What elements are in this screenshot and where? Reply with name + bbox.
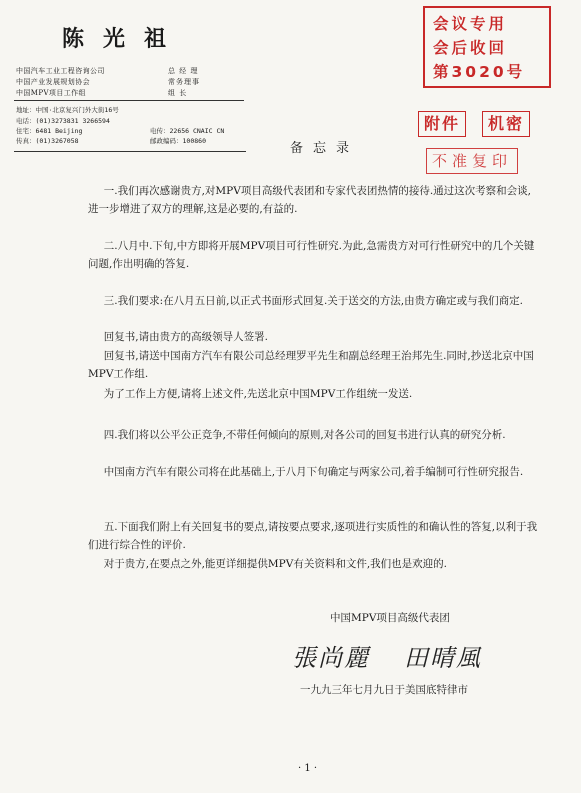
paragraph-10: 对于贵方,在要点之外,能更详细提供MPV有关资料和文件,我们也是欢迎的. [103,558,447,570]
signature-date: 一九九三年七月九日于美国底特律市 [300,684,468,696]
no-copy-stamp: 不准复印 [426,148,518,174]
letterhead-name: 陈光祖 [62,26,186,52]
org-name: 中国MPV项目工作组 [16,89,86,97]
home-line [16,126,82,135]
letterhead-divider [14,100,244,101]
contact-divider [14,151,246,152]
stamp-line-1: 会议专用 [433,15,508,33]
org-role: 组 长 [168,89,188,97]
signature-1: 張尚麗 [292,644,370,672]
phone-value: (01)3273831 3266594 [35,117,110,125]
org-name: 中国汽车工业工程咨询公司 [16,67,105,75]
attachment-stamp: 附件 [418,111,466,137]
org-name: 中国产业发展规划协会 [16,78,90,86]
memo-title: 备忘录 [290,141,360,156]
fax-line [16,136,79,145]
address: 地址：中国·北京复兴门外大街16号 [16,106,119,114]
home-label: 住宅： [16,127,36,135]
paragraph-5: 回复书,请送中国南方汽车有限公司总经理罗平先生和副总经理王治邦先生.同时,抄送北京中国MPV工作组. [88,350,534,380]
fax-value: (01)3267058 [35,137,79,145]
org-role: 常务理事 [168,78,200,86]
telex: 电传：22656 CNAIC CN [150,127,225,135]
paragraph-6: 为了工作上方便,请将上述文件,先送北京中国MPV工作组统一发送. [103,388,413,400]
paragraph-1: 一.我们再次感谢贵方,对MPV项目高级代表团和专家代表团热情的接待.通过这次考察和会谈,进一步增进了双方的理解,这是必要的,有益的. [88,185,531,215]
signature-2: 田晴風 [404,644,482,672]
meeting-stamp [423,6,551,88]
paragraph-3: 三.我们要求:在八月五日前,以正式书面形式回复.关于送交的方法,由贵方确定或与我们商定. [103,295,523,307]
org-role: 总 经 理 [168,67,199,75]
phone-line [16,116,110,125]
paragraph-2: 二.八月中.下旬,中方即将开展MPV项目可行性研究.为此,急需贵方对可行性研究中的几个关键问题,作出明确的答复. [88,240,535,270]
paragraph-8: 中国南方汽车有限公司将在此基础上,于八月下旬确定与两家公司,着手编制可行性研究报告. [103,466,524,478]
secret-stamp: 机密 [482,111,530,137]
stamp-line-3: 第3020号 [433,63,526,81]
postcode: 邮政编码：100860 [150,137,206,145]
org-line-2 [16,77,200,87]
org-line-3 [16,88,188,98]
paragraph-9: 五.下面我们附上有关回复书的要点,请按要点要求,逐项进行实质性的和确认性的答复,以利于我们进行综合性的评价. [88,521,538,551]
signature-org: 中国MPV项目高级代表团 [330,612,450,624]
org-line-1 [16,66,199,76]
home-value: 6481 Beijing [35,127,83,135]
stamp-line-2: 会后收回 [433,39,508,57]
fax-label: 传真： [16,137,36,145]
phone-label: 电话： [16,117,36,125]
page-number: · 1 · [298,763,318,774]
paragraph-7: 四.我们将以公平公正竞争,不带任何倾向的原则,对各公司的回复书进行认真的研究分析. [103,429,506,441]
paragraph-4: 回复书,请由贵方的高级领导人签署. [103,331,268,343]
